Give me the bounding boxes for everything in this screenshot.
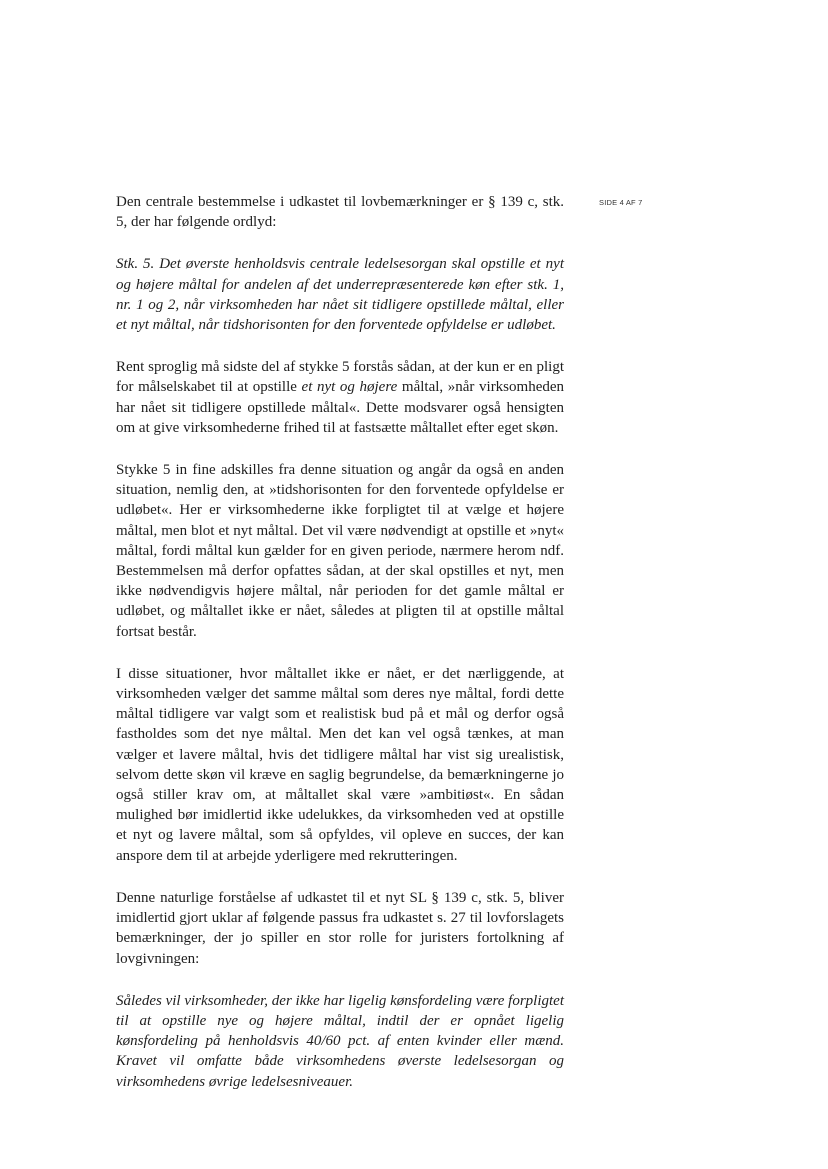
quote-stk5: Stk. 5. Det øverste henholdsvis centrale ledelsesorgan skal opstille et nyt og højere måltal for andelen af det underrepræsenterede køn efter stk. 1, nr. 1 og 2, når virksomheden har nået sit tidligere opstillede måltal, eller et nyt måltal, når tidshorisonten for den forventede opfyldelse er udløbet. — [116, 256, 564, 334]
paragraph-intro: Den centrale bestemmelse i udkastet til lovbemærkninger er § 139 c, stk. 5, der har følgende ordlyd: — [116, 194, 564, 231]
page-number: SIDE 4 AF 7 — [599, 198, 643, 207]
emphasis-nyt-og-hojere: et nyt og højere — [301, 379, 398, 396]
quote-bemaerkninger: Således vil virksomheder, der ikke har ligelig kønsfordeling være forpligtet til at opstille nye og højere måltal, indtil der er opnået ligelig kønsfordeling på henholdsvis 40/60 pct. af enten kvinder eller mænd. Kravet vil omfatte både virksomhedens øverste ledelsesorgan og virksomhedens øvrige ledelsesniveauer. — [116, 992, 564, 1090]
paragraph-interpretation-end: måltal, »når virksomheden har nået sit tidligere opstillede måltal«. Dette modsvarer også hensigten om at give virksomhederne frihed til at fastsætte måltallet efter eget skøn. — [116, 379, 565, 436]
paragraph-in-fine: Stykke 5 in fine adskilles fra denne situation og angår da også en anden situation, nemlig den, at »tidshorisonten for den forventede opfyldelse er udløbet«. Her er virksomhederne ikke forpligtet til at vælge et højere måltal, men blot et nyt måltal. Det vil være nødvendigt at opstille et »nyt« måltal, fordi måltal kun gælder for en given periode, nærmere herom ndf. Bestemmelsen må derfor opfattes sådan, at der skal opstilles et nyt, men ikke nødvendigvis højere måltal, når perioden for det gamle måltal er udløbet, og måltallet ikke er nået, således at pligten til at opstille måltal fortsat består. — [116, 462, 564, 640]
paragraph-interpretation-start: Rent sproglig må sidste del af stykke 5 forstås sådan, at der kun er en pligt for målselskabet til at opstille — [116, 359, 564, 396]
paragraph-natural-understanding: Denne naturlige forståelse af udkastet til et nyt SL § 139 c, stk. 5, bliver imidlertid gjort uklar af følgende passus fra udkastet s. 27 til lovforslagets bemærkninger, der jo spiller en stor rolle for juristers fortolkning af lovgivningen: — [116, 889, 564, 967]
paragraph-interpretation — [116, 357, 564, 438]
paragraph-situations: I disse situationer, hvor måltallet ikke er nået, er det nærliggende, at virksomheden vælger det samme måltal som deres nye måltal, fordi dette måltal tidligere var valgt som et realistisk bud på et mål og derfor også fastholdes som det nye måltal. Men det kan vel også tænkes, at man vælger et lavere måltal, hvis det tidligere måltal har vist sig urealistisk, selvom dette skøn vil kræve en saglig begrundelse, da bemærkningerne jo også stiller krav om, at måltallet skal være »ambitiøst«. En sådan mulighed bør imidlertid ikke udelukkes, da virksomheden ved at opstille et nyt og lavere måltal, som så opfyldes, vil opleve en succes, der kan anspore dem til at arbejde yderligere med rekrutteringen. — [116, 665, 564, 864]
document-body — [116, 192, 564, 1114]
